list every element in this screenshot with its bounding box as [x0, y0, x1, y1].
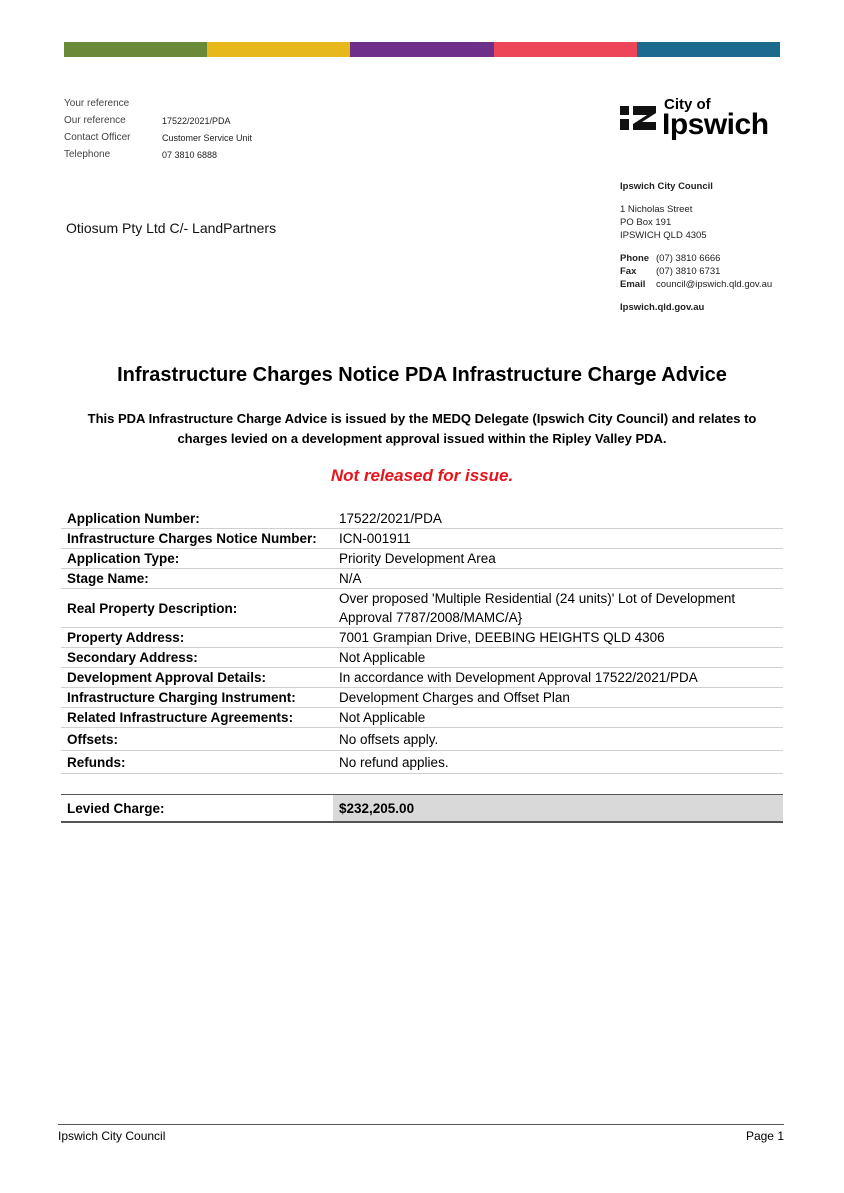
council-phone: (07) 3810 6666 [656, 253, 721, 264]
field-value: 7001 Grampian Drive, DEEBING HEIGHTS QLD 4306 [333, 628, 783, 648]
council-phone-row [620, 252, 772, 265]
council-email-row [620, 278, 772, 291]
field-value: No refund applies. [333, 751, 783, 774]
table-spacer-row [61, 774, 783, 795]
table-row [61, 589, 783, 628]
table-row [61, 628, 783, 648]
footer-council-name: Ipswich City Council [58, 1129, 166, 1143]
color-segment [637, 42, 780, 57]
table-row [61, 648, 783, 668]
field-value: ICN-001911 [333, 529, 783, 549]
intro-paragraph: This PDA Infrastructure Charge Advice is issued by the MEDQ Delegate (Ipswich City Council) and relates to charges levied on a development approval issued within the Ripley Valley PDA. [87, 411, 757, 446]
field-value: In accordance with Development Approval 17522/2021/PDA [333, 668, 783, 688]
field-label: Property Address: [61, 628, 333, 648]
color-segment [494, 42, 637, 57]
reference-row [64, 146, 252, 163]
field-label: Infrastructure Charging Instrument: [61, 688, 333, 708]
brand-color-bar [64, 42, 780, 57]
color-segment [64, 42, 207, 57]
field-value: Not Applicable [333, 648, 783, 668]
field-label: Application Number: [61, 509, 333, 529]
council-contact-block [620, 180, 772, 314]
color-segment [207, 42, 350, 57]
field-value: Priority Development Area [333, 549, 783, 569]
addressee: Otiosum Pty Ltd C/- LandPartners [66, 220, 277, 236]
table-row [61, 529, 783, 549]
logo-city-of: City of [664, 95, 711, 113]
city-of-ipswich-logo [620, 96, 769, 140]
reference-row [64, 129, 252, 146]
reference-label: Telephone [64, 149, 111, 160]
field-value: Not Applicable [333, 708, 783, 728]
field-label: Related Infrastructure Agreements: [61, 708, 333, 728]
reference-label: Our reference [64, 115, 126, 126]
field-value: 17522/2021/PDA [333, 509, 783, 529]
table-row [61, 549, 783, 569]
council-fax-row [620, 265, 772, 278]
reference-row [64, 95, 252, 112]
color-segment [350, 42, 493, 57]
field-value: Over proposed 'Multiple Residential (24 units)' Lot of Development Approval 7787/2008/MAMC/A} [333, 589, 783, 628]
field-label: Infrastructure Charges Notice Number: [61, 529, 333, 549]
field-label: Real Property Description: [61, 589, 333, 628]
email-label: Email [620, 279, 646, 290]
table-row [61, 668, 783, 688]
reference-value: 07 3810 6888 [162, 149, 218, 160]
council-email: council@ipswich.qld.gov.au [656, 279, 773, 290]
levied-charge-label: Levied Charge: [61, 795, 333, 823]
reference-value: Customer Service Unit [162, 132, 253, 143]
field-label: Secondary Address: [61, 648, 333, 668]
field-label: Stage Name: [61, 569, 333, 589]
reference-row [64, 112, 252, 129]
page-footer [58, 1124, 784, 1143]
reference-value: 17522/2021/PDA [162, 115, 231, 126]
logo-ipswich: Ipswich [662, 107, 769, 141]
council-website: Ipswich.qld.gov.au [620, 302, 705, 313]
council-fax: (07) 3810 6731 [656, 266, 721, 277]
council-po-box: PO Box 191 [620, 217, 672, 228]
reference-block [64, 95, 252, 163]
levied-charge-value: $232,205.00 [333, 795, 783, 823]
field-label: Refunds: [61, 751, 333, 774]
levied-charge-row [61, 795, 783, 823]
table-row [61, 728, 783, 751]
table-row [61, 751, 783, 774]
council-suburb: IPSWICH QLD 4305 [620, 230, 707, 241]
ipswich-logo-icon [620, 100, 656, 136]
council-name: Ipswich City Council [620, 181, 713, 192]
fax-label: Fax [620, 266, 637, 277]
table-row [61, 569, 783, 589]
release-status-notice: Not released for issue. [330, 466, 514, 485]
document-title: Infrastructure Charges Notice PDA Infrastructure Charge Advice [117, 364, 727, 386]
page-number: Page 1 [745, 1129, 784, 1143]
field-value: Development Charges and Offset Plan [333, 688, 783, 708]
field-label: Application Type: [61, 549, 333, 569]
reference-label: Your reference [64, 98, 130, 109]
council-street: 1 Nicholas Street [620, 204, 693, 215]
field-label: Offsets: [61, 728, 333, 751]
table-row [61, 708, 783, 728]
field-value: No offsets apply. [333, 728, 783, 751]
phone-label: Phone [620, 253, 650, 264]
field-value: N/A [333, 569, 783, 589]
table-row [61, 509, 783, 529]
field-label: Development Approval Details: [61, 668, 333, 688]
charge-details-table [61, 509, 783, 823]
reference-label: Contact Officer [64, 132, 131, 143]
table-row [61, 688, 783, 708]
